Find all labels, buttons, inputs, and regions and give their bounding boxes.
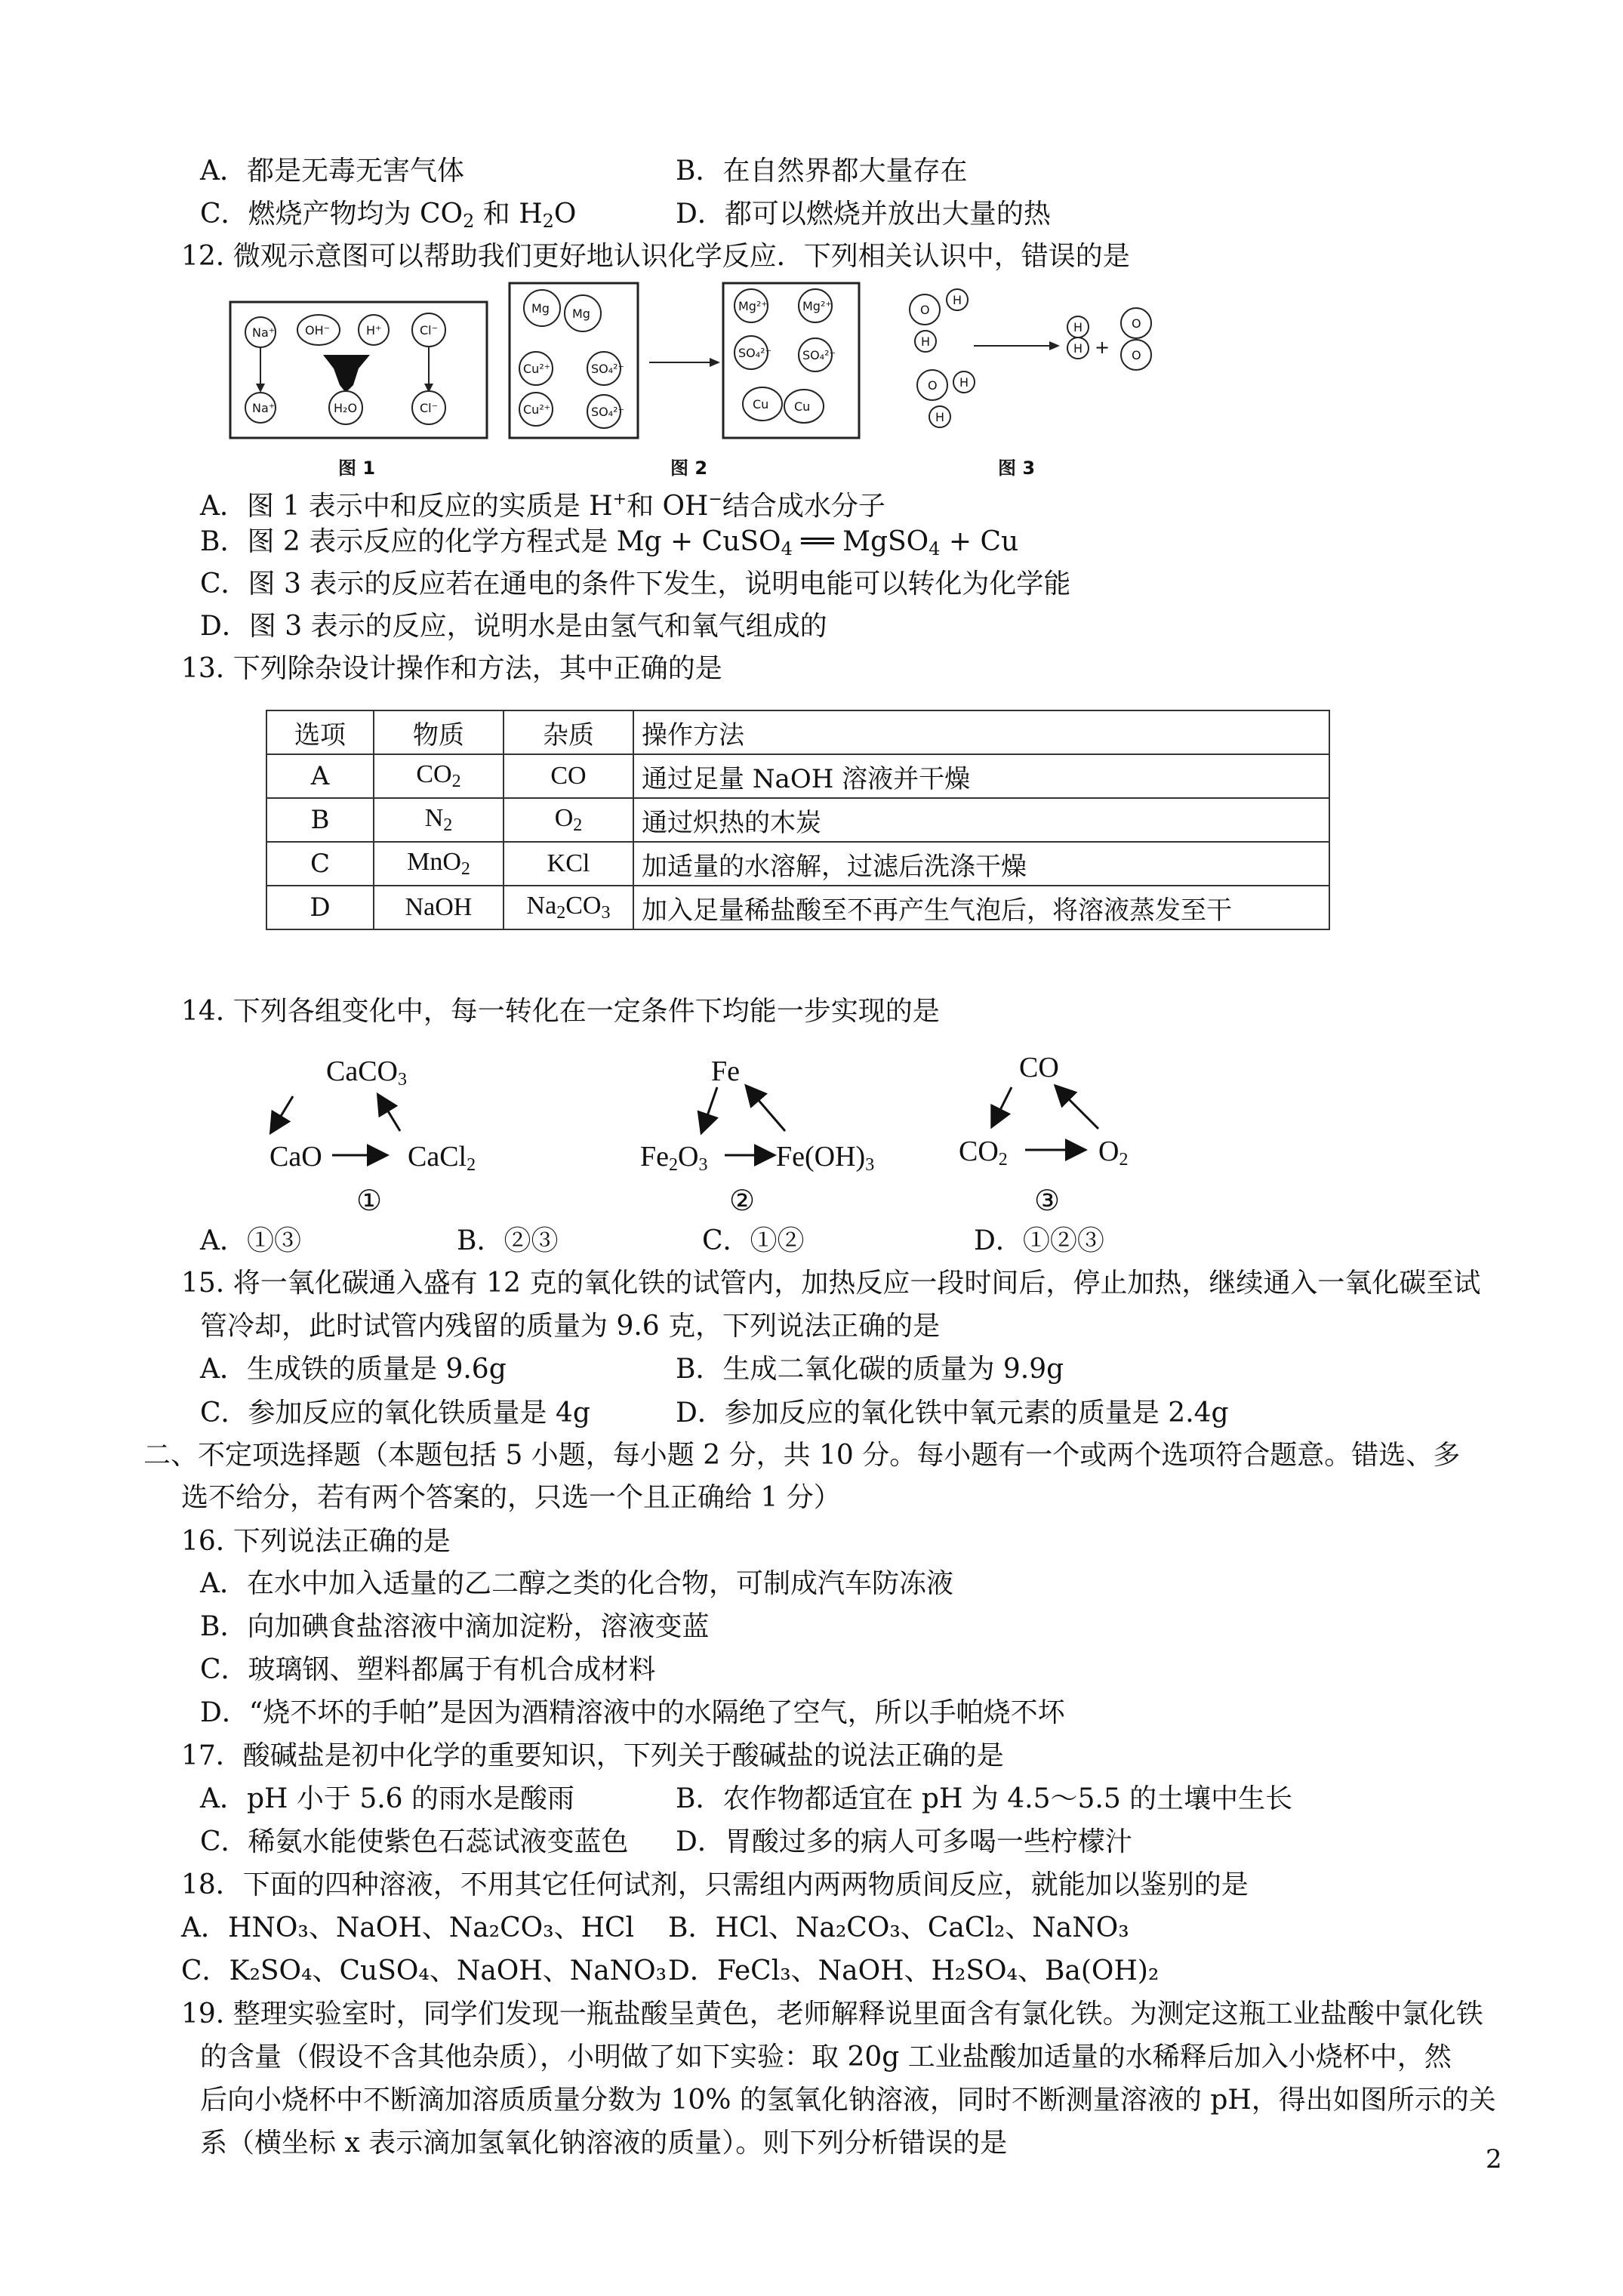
header-impurity: 杂质 — [504, 710, 633, 754]
q17-stem: 17．酸碱盐是初中化学的重要知识，下列关于酸碱盐的说法正确的是 — [181, 1740, 1004, 1771]
q13-stem: 13. 下列除杂设计操作和方法，其中正确的是 — [181, 653, 722, 684]
svg-text:H: H — [921, 334, 931, 349]
q14-g1-left: CaO — [269, 1141, 322, 1173]
q12-option-a: A．图 1 表示中和反应的实质是 H+和 OH−结合成水分子 — [200, 490, 885, 522]
q14-option-b: B．②③ — [457, 1225, 559, 1256]
q14-g1-right: CaCl$_2$ — [408, 1141, 476, 1175]
svg-text:SO₄²⁻: SO₄²⁻ — [591, 362, 625, 376]
q15-option-c: C．参加反应的氧化铁质量是 4g — [200, 1398, 590, 1428]
q11-option-b: B．在自然界都大量存在 — [676, 156, 968, 186]
q17-option-b: B．农作物都适宜在 pH 为 4.5～5.5 的土壤中生长 — [676, 1783, 1293, 1814]
section2-heading-line1: 二、不定项选择题（本题包括 5 小题，每小题 2 分，共 10 分。每小题有一个或两个选项符合题意。错选、多 — [143, 1440, 1461, 1471]
svg-text:O: O — [1132, 316, 1141, 331]
svg-text:Cu²⁺: Cu²⁺ — [523, 362, 551, 376]
fig1-water: H₂O — [334, 401, 358, 415]
svg-text:H: H — [935, 410, 945, 424]
q14-option-a: A．①③ — [200, 1225, 301, 1256]
fig3-diagram — [910, 289, 1151, 427]
q14-g2-right: $Fe(OH)_3$ — [776, 1141, 875, 1175]
fig1-h-ion: H⁺ — [366, 323, 382, 337]
q12-option-c: C．图 3 表示的反应若在通电的条件下发生，说明电能可以转化为化学能 — [200, 569, 1071, 599]
q19-stem-line2: 的含量（假设不含其他杂质），小明做了如下实验：取 20g 工业盐酸加适量的水稀释后加入小烧杯中，然 — [200, 2042, 1452, 2073]
q19-stem-line3: 后向小烧杯中不断滴加溶质质量分数为 10% 的氢氧化钠溶液，同时不断测量溶液的 pH，得出如图所示的关 — [200, 2085, 1496, 2116]
table-row: B $N_2$ $O_2$ 通过炽热的木炭 — [266, 798, 1329, 842]
svg-text:O: O — [920, 303, 930, 317]
header-method: 操作方法 — [633, 710, 1329, 754]
header-option: 选项 — [266, 710, 374, 754]
q14-g2-number: ② — [729, 1184, 756, 1217]
q12-option-b: B．图 2 表示反应的化学方程式是 Mg + CuSO$_4$ ══ MgSO$_4$ + Cu — [200, 526, 1019, 559]
q11-option-d: D．都可以燃烧并放出大量的热 — [676, 199, 1051, 230]
svg-text:H: H — [1073, 320, 1083, 334]
svg-text:SO₄²⁻: SO₄²⁻ — [591, 405, 625, 419]
q15-stem-line1: 15. 将一氧化碳通入盛有 12 克的氧化铁的试管内，加热反应一段时间后，停止加热，继续通入一氧化碳至试 — [181, 1268, 1481, 1299]
svg-text:Mg: Mg — [572, 307, 590, 321]
table-row: D NaOH $Na_2CO_3$ 加入足量稀盐酸至不再产生气泡后，将溶液蒸发至干 — [266, 886, 1329, 929]
q15-option-d: D．参加反应的氧化铁中氧元素的质量是 2.4g — [676, 1398, 1229, 1428]
svg-text:SO₄²⁻: SO₄²⁻ — [802, 348, 836, 362]
q16-option-c: C．玻璃钢、塑料都属于有机合成材料 — [200, 1654, 656, 1685]
q14-g1-number: ① — [356, 1184, 383, 1217]
fig1-caption: 图 1 — [338, 458, 376, 479]
svg-text:Mg²⁺: Mg²⁺ — [738, 299, 768, 313]
svg-text:SO₄²⁻: SO₄²⁻ — [738, 346, 772, 360]
q14-g3-number: ③ — [1034, 1184, 1061, 1217]
svg-text:H: H — [1073, 341, 1083, 356]
q17-option-a: A．pH 小于 5.6 的雨水是酸雨 — [200, 1783, 575, 1814]
q14-g3-right: $O_2$ — [1098, 1136, 1129, 1170]
q18-option-d: D．FeCl₃、NaOH、H₂SO₄、Ba(OH)₂ — [668, 1955, 1160, 1986]
q11-option-a: A．都是无毒无害气体 — [200, 156, 464, 186]
svg-text:+: + — [1095, 337, 1110, 358]
svg-text:O: O — [928, 378, 938, 393]
q14-option-d: D．①②③ — [974, 1225, 1104, 1256]
fig1-na-ion-bottom: Na⁺ — [252, 401, 276, 415]
q11-option-c: C．燃烧产物均为 $CO_2$ 和 $H_2O$ — [200, 199, 577, 232]
q14-g3-left: $CO_2$ — [959, 1136, 1008, 1170]
svg-text:Cu: Cu — [753, 397, 769, 411]
q14-g2-top: Fe — [711, 1056, 740, 1087]
svg-text:O: O — [1132, 348, 1141, 362]
svg-text:H: H — [959, 375, 969, 390]
q12-stem: 12. 微观示意图可以帮助我们更好地认识化学反应．下列相关认识中，错误的是 — [181, 241, 1130, 272]
q15-option-b: B．生成二氧化碳的质量为 9.9g — [676, 1354, 1064, 1385]
q19-stem-line1: 19. 整理实验室时，同学们发现一瓶盐酸呈黄色，老师解释说里面含有氯化铁。为测定这瓶工业盐酸中氯化铁 — [181, 1999, 1483, 2029]
q17-option-d: D．胃酸过多的病人可多喝一些柠檬汁 — [676, 1826, 1132, 1857]
q12-option-d: D．图 3 表示的反应，说明水是由氢气和氧气组成的 — [200, 611, 827, 642]
q19-stem-line4: 系（横坐标 x 表示滴加氢氧化钠溶液的质量）。则下列分析错误的是 — [200, 2128, 1008, 2159]
svg-text:Cu: Cu — [794, 399, 811, 414]
q18-option-b: B．HCl、Na₂CO₃、CaCl₂、NaNO₃ — [668, 1912, 1129, 1943]
q14-g1-top: CaCO$_3$ — [326, 1056, 407, 1089]
q13-table — [266, 710, 1330, 930]
q16-option-a: A．在水中加入适量的乙二醇之类的化合物，可制成汽车防冻液 — [200, 1568, 953, 1599]
fig3-caption: 图 3 — [998, 458, 1036, 479]
q16-stem: 16. 下列说法正确的是 — [181, 1526, 451, 1557]
q14-g3-top: CO — [1019, 1052, 1059, 1083]
svg-text:Cu²⁺: Cu²⁺ — [523, 402, 551, 417]
q15-option-a: A．生成铁的质量是 9.6g — [200, 1354, 507, 1385]
q14-option-c: C．①② — [702, 1225, 805, 1256]
fig1-cl-ion-top: Cl⁻ — [420, 323, 439, 337]
svg-text:Mg²⁺: Mg²⁺ — [802, 299, 832, 313]
fig1-oh-ion: OH⁻ — [305, 323, 331, 337]
page-number: 2 — [1486, 2144, 1502, 2174]
q17-option-c: C．稀氨水能使紫色石蕊试液变蓝色 — [200, 1826, 629, 1857]
section2-heading-line2: 选不给分，若有两个答案的，只选一个且正确给 1 分） — [181, 1482, 841, 1513]
q15-stem-line2: 管冷却，此时试管内残留的质量为 9.6 克，下列说法正确的是 — [200, 1311, 941, 1342]
q14-stem: 14. 下列各组变化中，每一转化在一定条件下均能一步实现的是 — [181, 996, 940, 1027]
q16-option-d: D．“烧不坏的手帕”是因为酒精溶液中的水隔绝了空气，所以手帕烧不坏 — [200, 1697, 1065, 1728]
table-row: A $CO_2$ CO 通过足量 NaOH 溶液并干燥 — [266, 754, 1329, 798]
fig1-cl-ion-bottom: Cl⁻ — [420, 401, 439, 415]
fig1-combine-arrow — [323, 355, 370, 393]
q18-stem: 18．下面的四种溶液，不用其它任何试剂，只需组内两两物质间反应，就能加以鉴别的是 — [181, 1869, 1249, 1900]
header-substance: 物质 — [374, 710, 504, 754]
fig1-na-ion-top: Na⁺ — [252, 325, 276, 340]
fig2-caption: 图 2 — [670, 458, 708, 479]
q18-option-a: A．HNO₃、NaOH、Na₂CO₃、HCl — [181, 1912, 635, 1943]
q16-option-b: B．向加碘食盐溶液中滴加淀粉，溶液变蓝 — [200, 1611, 710, 1642]
table-header-row — [266, 710, 1329, 754]
q14-g2-left: $Fe_2O_3$ — [640, 1141, 708, 1175]
svg-text:Mg: Mg — [531, 301, 550, 316]
svg-text:H: H — [953, 293, 962, 307]
table-row: C MnO$_2$ KCl 加适量的水溶解，过滤后洗涤干燥 — [266, 842, 1329, 886]
q18-option-c: C．K₂SO₄、CuSO₄、NaOH、NaNO₃ — [181, 1955, 667, 1986]
